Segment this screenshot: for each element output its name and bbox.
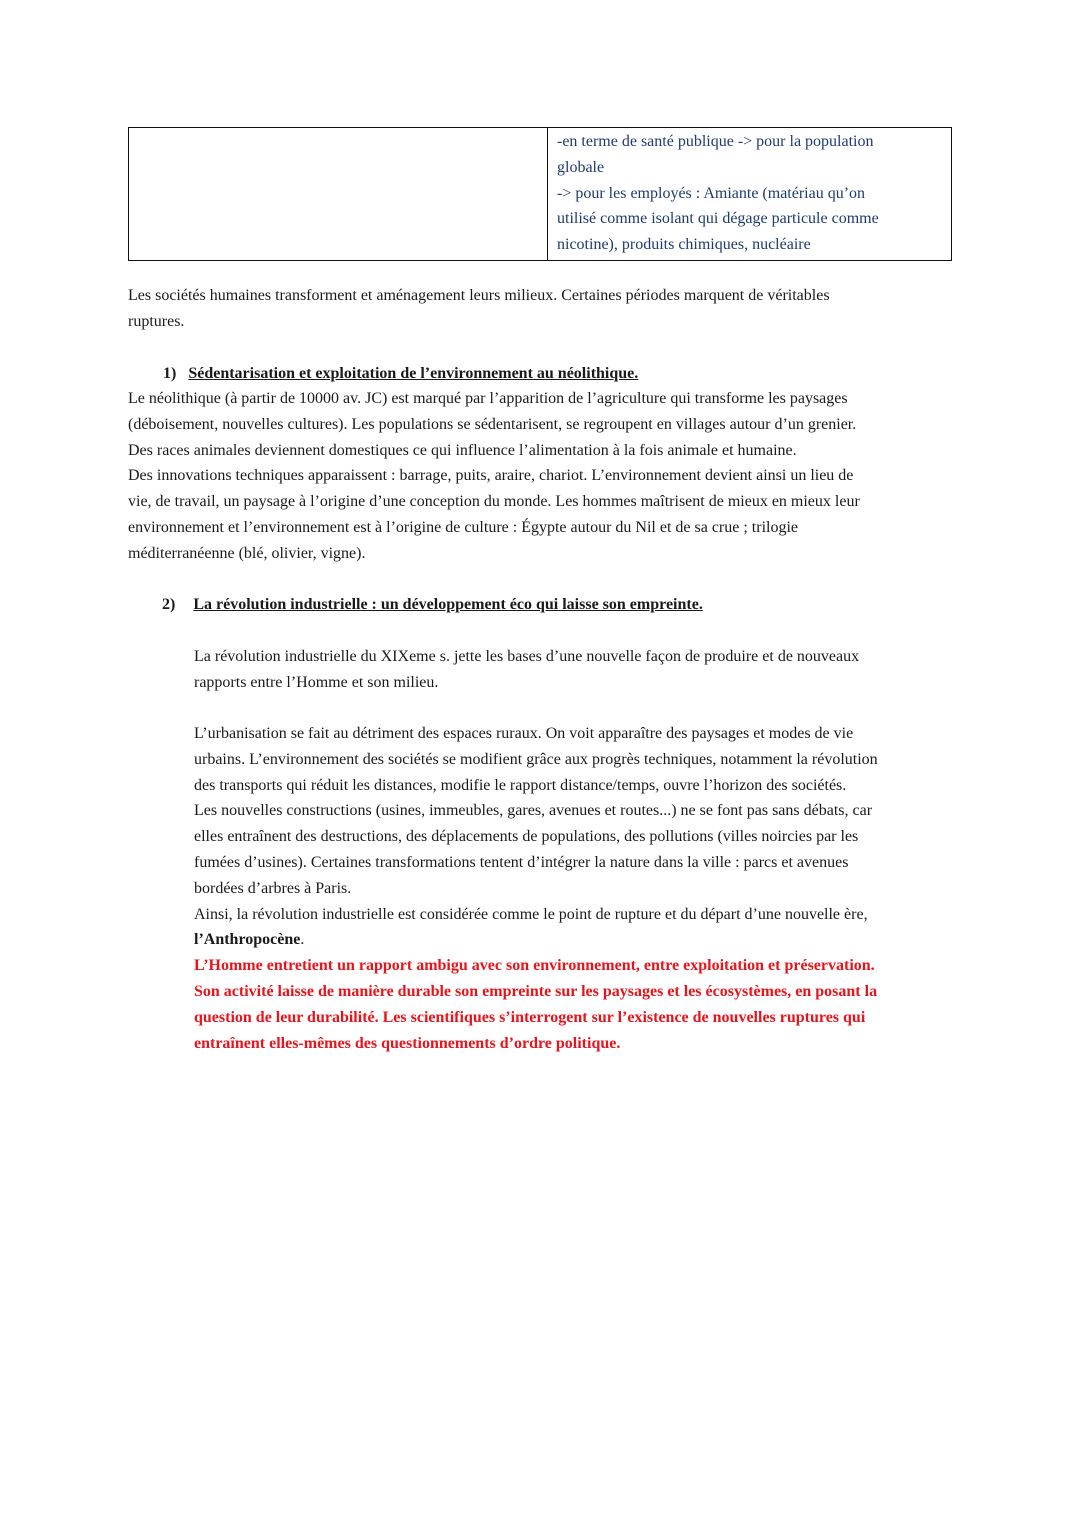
paragraph-line: méditerranéenne (blé, olivier, vigne). — [128, 544, 366, 562]
paragraph-line: urbains. L’environnement des sociétés se modifient grâce aux progrès techniques, notamment la révolution — [194, 750, 878, 768]
paragraph-line: vie, de travail, un paysage à l’origine d’une conception du monde. Les hommes maîtrisent de mieux en mieux leur — [128, 493, 860, 511]
section-title: Sédentarisation et exploitation de l’environnement au néolithique. — [188, 365, 639, 382]
anthropocene-term: l’Anthropocène — [194, 931, 301, 949]
paragraph-line: ruptures. — [128, 312, 185, 330]
table-cell-left — [129, 128, 548, 261]
paragraph-line: (déboisement, nouvelles cultures). Les populations se sédentarisent, se regroupent en villages autour d’un grenier. — [128, 415, 857, 433]
section-2-paragraph-2 — [194, 721, 954, 1056]
paragraph-line: fumées d’usines). Certaines transformations tentent d’intégrer la nature dans la ville : parcs et avenues — [194, 853, 849, 871]
anthropocene-line — [194, 927, 954, 953]
section-2-paragraph-1 — [194, 644, 954, 696]
table-text-line: globale — [557, 158, 605, 176]
paragraph-line: L’urbanisation se fait au détriment des espaces ruraux. On voit apparaître des paysages et modes de vie — [194, 725, 854, 742]
paragraph-line: Les sociétés humaines transforment et aménagement leurs milieux. Certaines périodes marquent de véritables — [128, 287, 830, 304]
paragraph-line: Ainsi, la révolution industrielle est considérée comme le point de rupture et du départ d’une nouvelle ère, — [194, 905, 868, 923]
table-text-line: -> pour les employés : Amiante (matériau qu’on — [557, 184, 866, 202]
section-1-heading — [163, 361, 638, 387]
sentence-end: . — [300, 931, 305, 949]
paragraph-line: Les nouvelles constructions (usines, immeubles, gares, avenues et routes...) ne se font pas sans débats, car — [194, 802, 873, 820]
table-cell-right — [548, 128, 952, 261]
section-number: 1) — [163, 365, 177, 382]
paragraph-line: La révolution industrielle du XIXeme s. jette les bases d’une nouvelle façon de produire et de nouveaux — [194, 648, 860, 665]
paragraph-line: rapports entre l’Homme et son milieu. — [194, 673, 439, 691]
paragraph-line: des transports qui réduit les distances, modifie le rapport distance/temps, ouvre l’horizon des sociétés. — [194, 776, 847, 794]
paragraph-line: Des races animales deviennent domestiques ce qui influence l’alimentation à la fois animale et humaine. — [128, 441, 797, 459]
paragraph-line: elles entraînent des destructions, des déplacements de populations, des pollutions (villes noircies par les — [194, 828, 859, 846]
section-2-heading — [162, 592, 703, 618]
conclusion-line: Son activité laisse de manière durable son empreinte sur les paysages et les écosystèmes, en posant la — [194, 982, 878, 1000]
conclusion-line: L’Homme entretient un rapport ambigu avec son environnement, entre exploitation et préservation. — [194, 957, 875, 975]
conclusion-line: question de leur durabilité. Les scientifiques s’interrogent sur l’existence de nouvelles ruptures qui — [194, 1008, 866, 1026]
paragraph-line: bordées d’arbres à Paris. — [194, 879, 352, 897]
conclusion-line: entraînent elles-mêmes des questionnements d’ordre politique. — [194, 1034, 621, 1052]
table-text-line: -en terme de santé publique -> pour la population — [557, 133, 874, 150]
section-1-body — [128, 386, 958, 567]
table-text-line: utilisé comme isolant qui dégage particule comme — [557, 210, 879, 228]
section-title: La révolution industrielle : un développement éco qui laisse son empreinte. — [193, 596, 703, 613]
intro-paragraph — [128, 283, 948, 335]
paragraph-line: environnement et l’environnement est à l’origine de culture : Égypte autour du Nil et de sa crue ; trilogie — [128, 518, 798, 536]
paragraph-line: Le néolithique (à partir de 10000 av. JC) est marqué par l’apparition de l’agriculture qui transforme les paysages — [128, 390, 848, 407]
table-text-line: nicotine), produits chimiques, nucléaire — [557, 236, 811, 254]
continuation-table — [128, 127, 952, 261]
section-number: 2) — [162, 596, 176, 613]
table-row — [129, 128, 952, 261]
paragraph-line: Des innovations techniques apparaissent : barrage, puits, araire, chariot. L’environnement devient ainsi un lieu de — [128, 467, 854, 485]
